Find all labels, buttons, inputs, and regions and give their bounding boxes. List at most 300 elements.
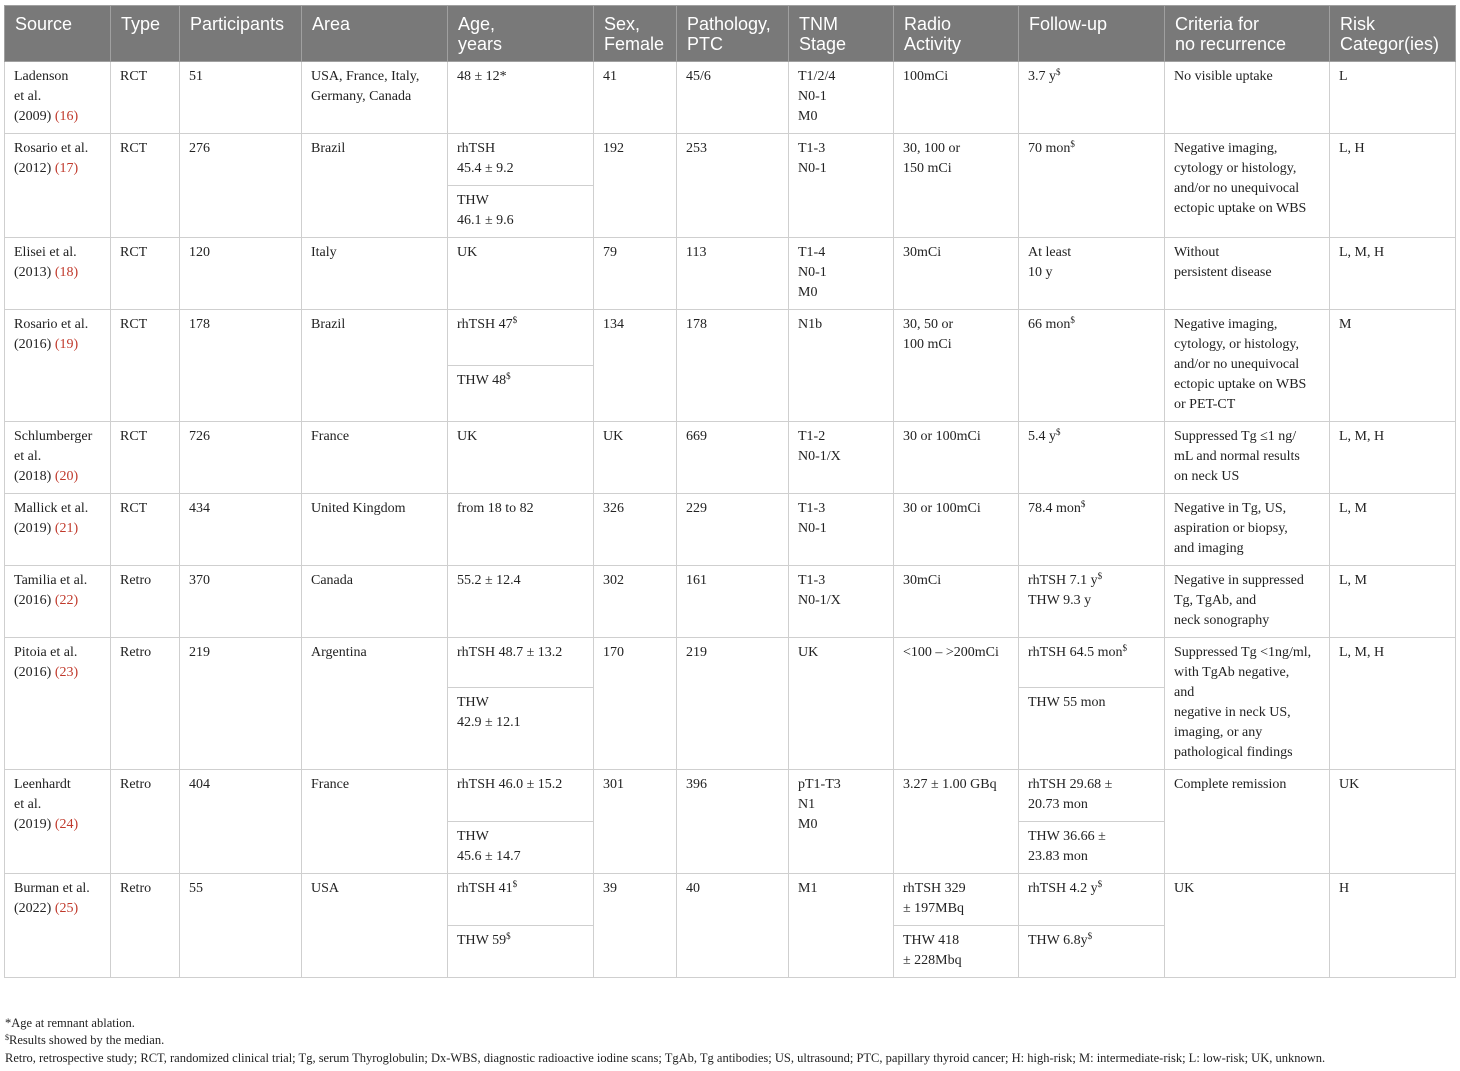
source-line: (2022) <box>14 901 52 916</box>
type-value: RCT <box>120 501 148 516</box>
criteria-line: Tg, TgAb, and <box>1174 593 1257 608</box>
pathology-value: 229 <box>686 501 707 516</box>
column-header-line: Participants <box>190 14 285 34</box>
criteria-line: cytology, or histology, <box>1174 337 1299 352</box>
followup-cell <box>1019 688 1165 770</box>
source-line: Rosario et al. <box>14 141 89 156</box>
risk-cell <box>1330 638 1456 770</box>
criteria-line: pathological findings <box>1174 745 1293 760</box>
criteria-line: Negative imaging, <box>1174 141 1278 156</box>
age-cell <box>448 422 594 494</box>
age-line: rhTSH 46.0 ± 15.2 <box>457 777 563 792</box>
reference-link[interactable]: (20) <box>54 469 79 484</box>
participants-value: 120 <box>189 245 210 260</box>
header-row <box>5 6 1456 62</box>
followup-cell <box>1019 638 1165 688</box>
study-characteristics-table <box>4 5 1456 978</box>
sex-value: 326 <box>603 501 624 516</box>
type-cell <box>111 566 180 638</box>
radio-cell <box>894 422 1019 494</box>
risk-cell <box>1330 770 1456 874</box>
sex-value: 170 <box>603 645 624 660</box>
followup-line: 3.7 y <box>1028 69 1056 84</box>
followup-line: THW 6.8y <box>1028 933 1088 948</box>
risk-value: M <box>1339 317 1352 332</box>
tnm-cell <box>789 62 894 134</box>
column-header <box>1330 6 1456 62</box>
source-cell <box>5 310 111 422</box>
participants-cell <box>180 494 302 566</box>
reference-link[interactable]: (17) <box>54 161 79 176</box>
radio-cell <box>894 134 1019 238</box>
column-header-line: Type <box>121 14 161 34</box>
radio-line: <100 – >200mCi <box>903 645 999 660</box>
tnm-line: N0-1 <box>798 521 827 536</box>
footnote-abbreviations-text: Retro, retrospective study; RCT, randomized clinical trial; Tg, serum Thyroglobulin; Dx-WBS, diagnostic radioactive iodine scans; TgAb, Tg antibodies; US, ultrasound; PTC, papillary thyroid cancer; H: high-risk; M: intermediate-risk; L: low-risk; UK, unknown. <box>5 1051 1326 1065</box>
column-header <box>677 6 789 62</box>
participants-value: 370 <box>189 573 210 588</box>
column-header <box>180 6 302 62</box>
risk-value: L <box>1339 69 1348 84</box>
pathology-value: 40 <box>686 881 700 896</box>
followup-cell <box>1019 926 1165 978</box>
risk-value: L, M <box>1339 573 1367 588</box>
type-value: RCT <box>120 141 148 156</box>
age-line: THW 48 <box>457 373 507 388</box>
radio-line: 150 mCi <box>903 161 952 176</box>
sex-cell <box>594 494 677 566</box>
tnm-line: N0-1/X <box>798 593 841 608</box>
risk-cell <box>1330 494 1456 566</box>
pathology-value: 161 <box>686 573 707 588</box>
source-line: (2013) <box>14 265 52 280</box>
table-row <box>5 638 1456 688</box>
pathology-cell <box>677 566 789 638</box>
type-value: Retro <box>120 777 152 792</box>
source-line: Pitoia et al. <box>14 645 78 660</box>
age-line: UK <box>457 429 478 444</box>
criteria-cell <box>1165 238 1330 310</box>
risk-value: L, H <box>1339 141 1365 156</box>
participants-cell <box>180 238 302 310</box>
sex-cell <box>594 134 677 238</box>
followup-line: THW 55 mon <box>1028 695 1106 711</box>
participants-value: 55 <box>189 881 203 896</box>
criteria-line: neck sonography <box>1174 613 1270 628</box>
footnote-median-text: Results showed by the median. <box>9 1033 165 1047</box>
source-line: et al. <box>14 449 42 464</box>
tnm-line: T1-3 <box>798 141 826 156</box>
participants-cell <box>180 310 302 422</box>
source-line: (2016) <box>14 337 52 352</box>
reference-link[interactable]: (24) <box>54 817 79 832</box>
age-line: 48 ± 12* <box>457 69 507 84</box>
source-cell <box>5 638 111 770</box>
age-cell <box>448 822 594 874</box>
risk-value: UK <box>1339 777 1360 792</box>
age-line: THW <box>457 695 489 711</box>
radio-line: ± 228Mbq <box>903 953 962 968</box>
median-marker: $ <box>1087 931 1093 941</box>
table-row <box>5 310 1456 366</box>
radio-cell <box>894 638 1019 770</box>
criteria-line: and/or no unequivocal <box>1174 357 1300 372</box>
footnote-abbreviations <box>5 1050 1325 1066</box>
area-line: Germany, Canada <box>311 89 412 104</box>
criteria-line: on neck US <box>1174 469 1240 484</box>
criteria-cell <box>1165 310 1330 422</box>
tnm-line: UK <box>798 645 819 660</box>
source-line: (2016) <box>14 593 52 608</box>
type-value: RCT <box>120 245 148 260</box>
pathology-cell <box>677 62 789 134</box>
area-line: France <box>311 777 350 792</box>
type-cell <box>111 310 180 422</box>
risk-cell <box>1330 134 1456 238</box>
followup-line: rhTSH 4.2 y <box>1028 881 1098 896</box>
type-cell <box>111 494 180 566</box>
sex-cell <box>594 638 677 770</box>
followup-line: 20.73 mon <box>1028 797 1088 812</box>
source-line: (2009) <box>14 109 52 124</box>
tnm-cell <box>789 494 894 566</box>
criteria-line: negative in neck US, <box>1174 705 1291 720</box>
sex-cell <box>594 566 677 638</box>
source-line: Burman et al. <box>14 881 90 896</box>
reference-link[interactable]: (23) <box>54 665 79 680</box>
age-cell <box>448 310 594 366</box>
pathology-value: 253 <box>686 141 707 156</box>
followup-line: 5.4 y <box>1028 429 1056 444</box>
criteria-line: Suppressed Tg <1ng/ml, <box>1174 645 1312 660</box>
source-line: Elisei et al. <box>14 245 77 260</box>
type-cell <box>111 134 180 238</box>
column-header-line: Area <box>312 14 351 34</box>
column-header-line: Female <box>604 34 665 54</box>
source-line: Rosario et al. <box>14 317 89 332</box>
age-cell <box>448 926 594 978</box>
table-row <box>5 770 1456 822</box>
column-header <box>1165 6 1330 62</box>
participants-cell <box>180 638 302 770</box>
type-value: Retro <box>120 881 152 896</box>
criteria-line: Suppressed Tg ≤1 ng/ <box>1174 429 1297 444</box>
column-header <box>448 6 594 62</box>
radio-line: 100 mCi <box>903 337 952 352</box>
type-value: RCT <box>120 69 148 84</box>
pathology-value: 113 <box>686 245 707 260</box>
median-marker: $ <box>506 931 511 941</box>
followup-line: 10 y <box>1028 265 1053 280</box>
followup-cell <box>1019 310 1165 422</box>
reference-link[interactable]: (22) <box>54 593 79 608</box>
age-line: 45.4 ± 9.2 <box>457 161 514 176</box>
column-header-line: TNM <box>799 14 838 34</box>
radio-cell <box>894 926 1019 978</box>
radio-line: 3.27 ± 1.00 GBq <box>903 777 997 792</box>
reference-link[interactable]: (18) <box>54 265 79 280</box>
reference-link[interactable]: (16) <box>54 109 79 124</box>
sex-cell <box>594 238 677 310</box>
sex-value: 192 <box>603 141 624 156</box>
column-header <box>1019 6 1165 62</box>
criteria-line: and imaging <box>1174 541 1244 556</box>
source-cell <box>5 494 111 566</box>
sex-cell <box>594 874 677 978</box>
criteria-cell <box>1165 134 1330 238</box>
area-cell <box>302 422 448 494</box>
criteria-cell <box>1165 770 1330 874</box>
age-line: 45.6 ± 14.7 <box>457 849 521 864</box>
participants-value: 434 <box>189 501 210 516</box>
followup-line: rhTSH 7.1 y <box>1028 573 1098 588</box>
age-line: 46.1 ± 9.6 <box>457 213 514 228</box>
pathology-value: 178 <box>686 317 707 332</box>
type-value: RCT <box>120 317 148 332</box>
age-line: rhTSH 41 <box>457 881 513 896</box>
age-line: rhTSH 48.7 ± 13.2 <box>457 645 563 660</box>
followup-cell <box>1019 62 1165 134</box>
criteria-cell <box>1165 566 1330 638</box>
column-header-line: PTC <box>687 34 723 54</box>
age-line: from 18 to 82 <box>457 501 534 516</box>
followup-cell <box>1019 134 1165 238</box>
age-line: THW <box>457 829 489 844</box>
participants-cell <box>180 134 302 238</box>
tnm-line: T1-2 <box>798 429 826 444</box>
area-line: USA, France, Italy, <box>311 69 420 84</box>
risk-cell <box>1330 566 1456 638</box>
radio-cell <box>894 566 1019 638</box>
sex-cell <box>594 310 677 422</box>
area-line: Italy <box>311 245 337 260</box>
criteria-line: and/or no unequivocal <box>1174 181 1300 196</box>
radio-cell <box>894 310 1019 422</box>
followup-cell <box>1019 238 1165 310</box>
area-cell <box>302 494 448 566</box>
median-marker: $ <box>1080 499 1086 509</box>
tnm-line: pT1-T3 <box>798 777 841 792</box>
participants-value: 276 <box>189 141 210 156</box>
risk-cell <box>1330 422 1456 494</box>
reference-link[interactable]: (25) <box>54 901 79 916</box>
criteria-line: imaging, or any <box>1174 725 1263 740</box>
source-line: Schlumberger <box>14 429 93 444</box>
tnm-line: N0-1/X <box>798 449 841 464</box>
participants-value: 219 <box>189 645 210 660</box>
risk-cell <box>1330 874 1456 978</box>
column-header-line: Source <box>15 14 73 34</box>
sex-value: 134 <box>603 317 624 332</box>
reference-link[interactable]: (19) <box>54 337 79 352</box>
source-line: (2019) <box>14 817 52 832</box>
followup-cell <box>1019 494 1165 566</box>
age-cell <box>448 366 594 422</box>
radio-line: 30, 50 or <box>903 317 954 332</box>
pathology-cell <box>677 422 789 494</box>
radio-line: ± 197MBq <box>903 901 964 916</box>
median-marker: $ <box>1056 427 1061 437</box>
pathology-value: 396 <box>686 777 707 792</box>
tnm-line: M0 <box>798 285 818 300</box>
risk-cell <box>1330 310 1456 422</box>
age-cell <box>448 566 594 638</box>
source-line: et al. <box>14 89 42 104</box>
area-cell <box>302 638 448 770</box>
median-marker: $ <box>512 879 518 889</box>
area-cell <box>302 62 448 134</box>
tnm-cell <box>789 770 894 874</box>
tnm-cell <box>789 238 894 310</box>
area-line: United Kingdom <box>311 501 406 516</box>
tnm-line: T1-4 <box>798 245 826 260</box>
reference-link[interactable]: (21) <box>54 521 79 536</box>
criteria-line: Negative imaging, <box>1174 317 1278 332</box>
participants-value: 178 <box>189 317 210 332</box>
criteria-cell <box>1165 494 1330 566</box>
column-header-line: Follow-up <box>1029 14 1108 34</box>
followup-cell <box>1019 874 1165 926</box>
followup-cell <box>1019 566 1165 638</box>
age-line: UK <box>457 245 478 260</box>
risk-value: L, M, H <box>1339 245 1385 260</box>
median-marker: $ <box>506 371 511 381</box>
participants-value: 51 <box>189 69 203 84</box>
participants-value: 404 <box>189 777 210 792</box>
criteria-line: UK <box>1174 881 1195 896</box>
tnm-cell <box>789 874 894 978</box>
column-header-line: Age, <box>458 14 496 34</box>
pathology-cell <box>677 134 789 238</box>
criteria-line: and <box>1174 685 1195 700</box>
study-table-container <box>4 5 1455 978</box>
pathology-cell <box>677 638 789 770</box>
table-row <box>5 62 1456 134</box>
source-cell <box>5 566 111 638</box>
area-cell <box>302 770 448 874</box>
criteria-cell <box>1165 638 1330 770</box>
risk-value: L, M <box>1339 501 1367 516</box>
age-line: rhTSH 47 <box>457 317 513 332</box>
column-header-line: Risk <box>1340 14 1375 34</box>
source-line: Tamilia et al. <box>14 573 88 588</box>
pathology-cell <box>677 874 789 978</box>
criteria-line: Without <box>1174 245 1220 260</box>
footnote-median-symbol: $ <box>5 1033 9 1042</box>
sex-value: 39 <box>603 881 617 896</box>
sex-value: 302 <box>603 573 624 588</box>
source-cell <box>5 238 111 310</box>
source-cell <box>5 874 111 978</box>
participants-cell <box>180 770 302 874</box>
source-line: Ladenson <box>14 69 69 84</box>
footnote-age-text: *Age at remnant ablation. <box>5 1016 135 1030</box>
criteria-line: ectopic uptake on WBS <box>1174 201 1307 216</box>
pathology-cell <box>677 238 789 310</box>
age-cell <box>448 688 594 770</box>
sex-value: UK <box>603 429 624 444</box>
criteria-cell <box>1165 874 1330 978</box>
participants-cell <box>180 566 302 638</box>
age-line: THW 59 <box>457 933 507 948</box>
criteria-line: Negative in Tg, US, <box>1174 501 1287 516</box>
risk-value: L, M, H <box>1339 429 1385 444</box>
column-header-line: Pathology, <box>687 14 771 34</box>
participants-cell <box>180 62 302 134</box>
age-cell <box>448 638 594 688</box>
tnm-line: T1/2/4 <box>798 69 836 84</box>
column-header-line: Stage <box>799 34 847 54</box>
source-line: et al. <box>14 797 42 812</box>
column-header-line: Categor(ies) <box>1340 34 1440 54</box>
criteria-line: Negative in suppressed <box>1174 573 1304 588</box>
median-marker: $ <box>1097 571 1103 581</box>
column-header <box>5 6 111 62</box>
column-header <box>111 6 180 62</box>
area-cell <box>302 874 448 978</box>
sex-value: 79 <box>603 245 617 260</box>
source-line: (2012) <box>14 161 52 176</box>
source-line: Mallick et al. <box>14 501 89 516</box>
column-header-line: Criteria for <box>1175 14 1260 34</box>
participants-cell <box>180 422 302 494</box>
radio-line: 30 or 100mCi <box>903 501 981 516</box>
type-cell <box>111 238 180 310</box>
table-row <box>5 422 1456 494</box>
followup-line: 23.83 mon <box>1028 849 1088 864</box>
tnm-line: N1 <box>798 797 816 812</box>
followup-line: 70 mon <box>1028 141 1071 156</box>
type-cell <box>111 874 180 978</box>
followup-line: THW 9.3 y <box>1028 593 1092 608</box>
tnm-cell <box>789 134 894 238</box>
radio-cell <box>894 770 1019 874</box>
tnm-line: N1b <box>798 317 823 332</box>
followup-cell <box>1019 770 1165 822</box>
column-header-line: years <box>458 34 503 54</box>
type-value: Retro <box>120 645 152 660</box>
risk-value: L, M, H <box>1339 645 1385 660</box>
sex-cell <box>594 770 677 874</box>
radio-line: 30, 100 or <box>903 141 961 156</box>
radio-line: 30mCi <box>903 573 942 588</box>
criteria-line: ectopic uptake on WBS <box>1174 377 1307 392</box>
sex-cell <box>594 62 677 134</box>
median-marker: $ <box>512 315 518 325</box>
area-line: Canada <box>311 573 353 588</box>
tnm-line: M0 <box>798 109 818 124</box>
table-row <box>5 238 1456 310</box>
criteria-cell <box>1165 62 1330 134</box>
type-cell <box>111 422 180 494</box>
table-body <box>5 62 1456 978</box>
median-marker: $ <box>1070 315 1075 325</box>
criteria-line: No visible uptake <box>1174 69 1273 84</box>
type-cell <box>111 770 180 874</box>
column-header <box>302 6 448 62</box>
tnm-line: N0-1 <box>798 89 827 104</box>
footnote-age <box>5 1015 135 1031</box>
radio-line: 30mCi <box>903 245 942 260</box>
age-cell <box>448 494 594 566</box>
followup-line: rhTSH 29.68 ± <box>1028 777 1113 792</box>
footnote-median <box>5 1032 164 1048</box>
sex-cell <box>594 422 677 494</box>
age-line: 55.2 ± 12.4 <box>457 573 521 588</box>
source-cell <box>5 770 111 874</box>
source-line: (2018) <box>14 469 52 484</box>
followup-line: rhTSH 64.5 mon <box>1028 645 1123 660</box>
